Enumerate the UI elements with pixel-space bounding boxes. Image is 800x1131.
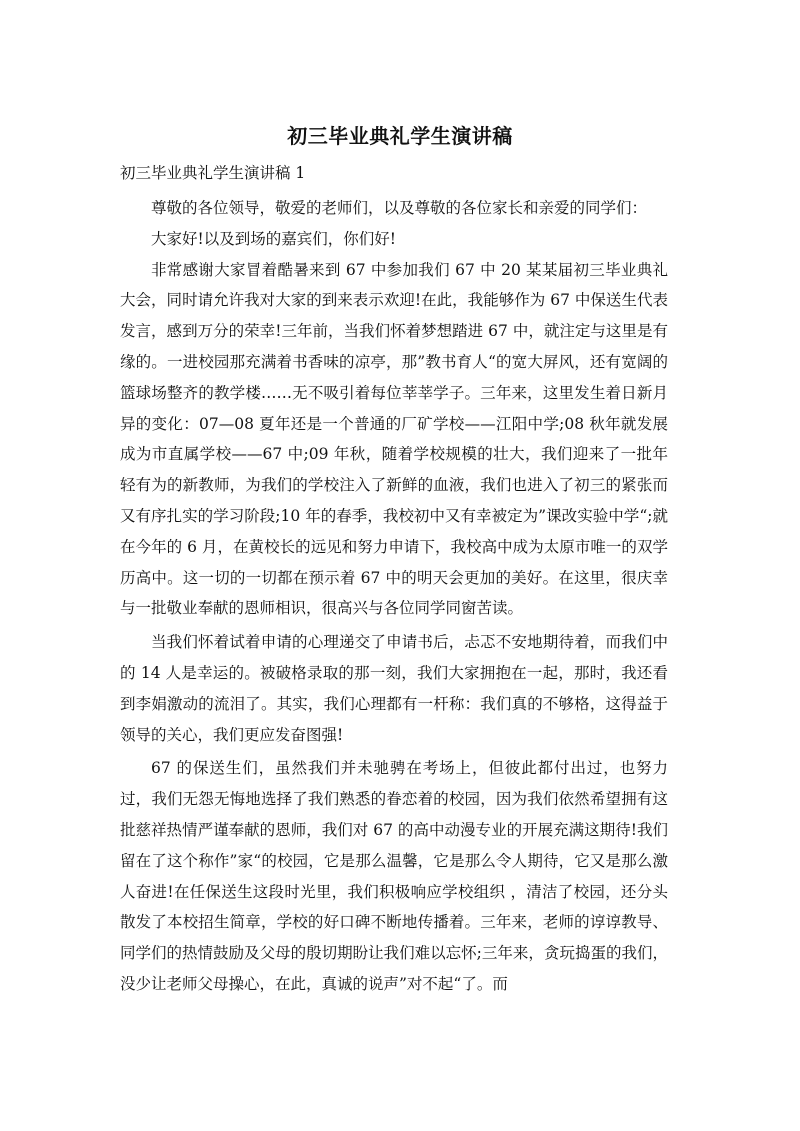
- document-title: 初三毕业典礼学生演讲稿: [287, 124, 513, 148]
- paragraph-students: 67 的保送生们，虽然我们并未驰骋在考场上，但彼此都付出过，也努力过，我们无怨无悔地选择了我们熟悉的眷恋着的校园，因为我们依然希望拥有这批慈祥热情严谨奉献的恩师，我们对 67 的高中动漫专业的开展充满这期待!我们留在了这个称作”家“的校园，它是那么温馨，它是那么令人期待，它又是那么激人奋进!在任保送生这段时光里，我们积极响应学校组织 ，清洁了校园，还分头散发了本校招生简章，学校的好口碑不断地传播着。三年来，老师的谆谆教导、同学们的热情鼓励及父母的殷切期盼让我们难以忘怀;三年来，贪玩捣蛋的我们，没少让老师父母操心，在此，真诚的说声”对不起“了。而: [120, 759, 668, 993]
- paragraph-intro: 非常感谢大家冒着酷暑来到 67 中参加我们 67 中 20 某某届初三毕业典礼大会，同时请允许我对大家的到来表示欢迎!在此，我能够作为 67 中保送生代表发言，感到万分的荣幸!三年前，当我们怀着梦想踏进 67 中，就注定与这里是有缘的。一进校园那充满着书香味的凉亭，那”教书育人“的宽大屏风，还有宽阔的篮球场整齐的教学楼……无不吸引着每位莘莘学子。三年来，这里发生着日新月异的变化：07—08 夏年还是一个普通的厂矿学校——江阳中学;08 秋年就发展成为市直属学校——67 中;09 年秋，随着学校规模的壮大，我们迎来了一批年轻有为的新教师，为我们的学校注入了新鲜的血液，我们也进入了初三的紧张而又有序扎实的学习阶段;10 年的春季，我校初中又有幸被定为”课改实验中学“;就在今年的 6 月，在黄校长的远见和努力申请下，我校高中成为太原市唯一的双学历高中。这一切的一切都在预示着 67 中的明天会更加的美好。在这里，很庆幸与一批敬业奉献的恩师相识，很高兴与各位同学同窗苦读。: [120, 260, 668, 618]
- paragraph-hello: 大家好!以及到场的嘉宾们，你们好!: [151, 229, 396, 248]
- paragraph-admission: 当我们怀着试着申请的心理递交了申请书后，忐忑不安地期待着，而我们中的 14 人是幸运的。被破格录取的那一刻，我们大家拥抱在一起，那时，我还看到李娟激动的流泪了。其实，我们心理都有一杆称：我们真的不够格，这得益于领导的关心，我们更应发奋图强!: [120, 633, 668, 744]
- paragraph-greeting: 尊敬的各位领导，敬爱的老师们，以及尊敬的各位家长和亲爱的同学们：: [151, 199, 648, 217]
- document-subtitle: 初三毕业典礼学生演讲稿 1: [120, 164, 306, 182]
- document-body: [120, 193, 668, 1000]
